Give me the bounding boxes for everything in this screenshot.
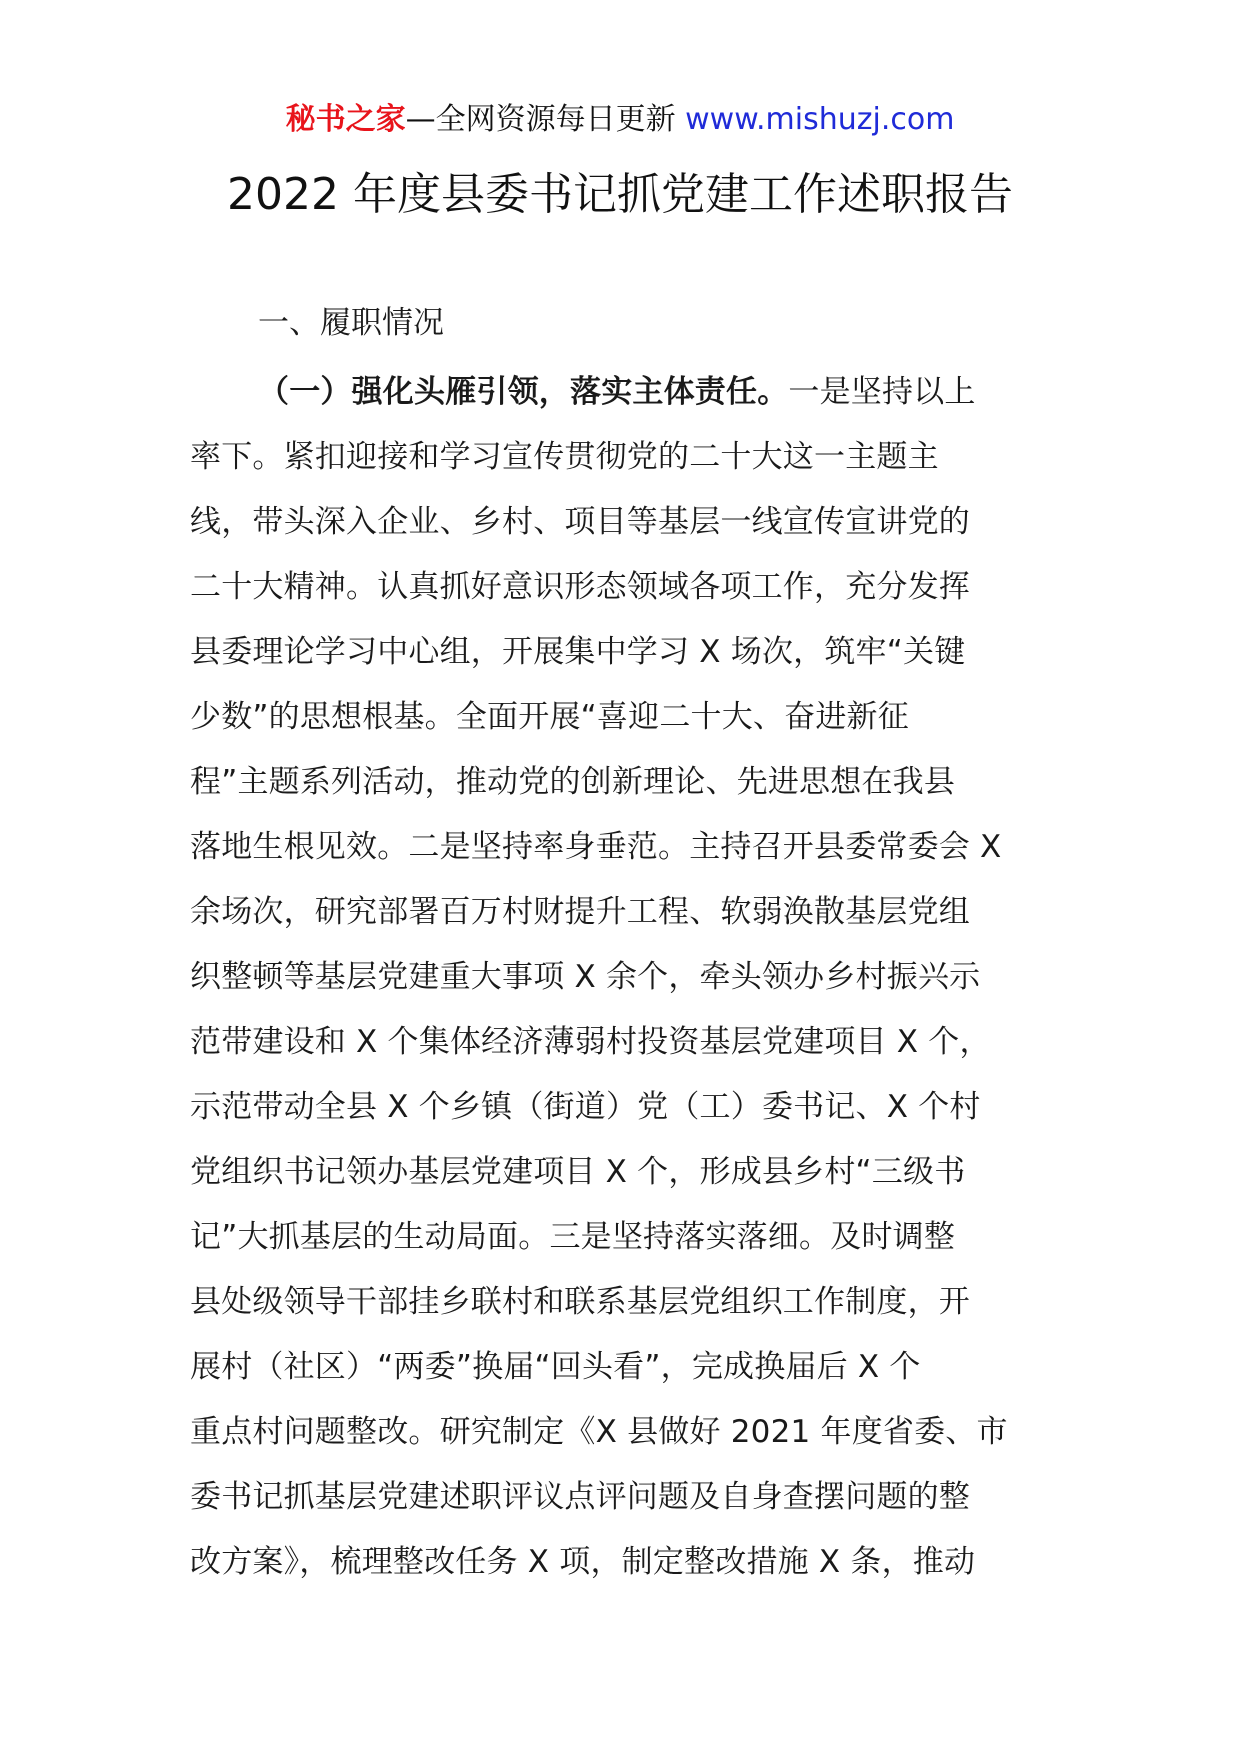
paragraph [190, 360, 1060, 1595]
paragraph-line: 余场次，研究部署百万村财提升工程、软弱涣散基层党组 [190, 894, 970, 930]
paragraph-line: 少数”的思想根基。全面开展“喜迎二十大、奋进新征 [190, 699, 909, 735]
first-line-text: 一是坚持以上 [788, 374, 976, 410]
paragraph-line: 程”主题系列活动，推动党的创新理论、先进思想在我县 [190, 764, 956, 800]
paragraph-line: 记”大抓基层的生动局面。三是坚持落实落细。及时调整 [190, 1219, 956, 1255]
paragraph-line: 县处级领导干部挂乡联村和联系基层党组织工作制度，开 [190, 1284, 970, 1320]
paragraph-line: 率下。紧扣迎接和学习宣传贯彻党的二十大这一主题主 [190, 439, 939, 475]
paragraph-first-line [190, 360, 1060, 425]
paragraph-line: 委书记抓基层党建述职评议点评问题及自身查摆问题的整 [190, 1479, 970, 1515]
brand-name: 秘书之家 [285, 102, 406, 137]
subsection-heading: （一）强化头雁引领，落实主体责任。 [258, 374, 789, 410]
paragraph-line: 示范带动全县 X 个乡镇（街道）党（工）委书记、X 个村 [190, 1089, 981, 1125]
section-heading: 一、履职情况 [258, 305, 444, 341]
paragraph-line: 二十大精神。认真抓好意识形态领域各项工作，充分发挥 [190, 569, 970, 605]
header-tagline: —全网资源每日更新 [405, 102, 686, 137]
site-url-link[interactable]: www.mishuzj.com [685, 102, 955, 137]
document-title: 2022 年度县委书记抓党建工作述职报告 [227, 169, 1013, 220]
paragraph-line: 县委理论学习中心组，开展集中学习 X 场次，筑牢“关键 [190, 634, 966, 670]
paragraph-line: 展村（社区）“两委”换届“回头看”，完成换届后 X 个 [190, 1349, 921, 1385]
paragraph-line: 重点村问题整改。研究制定《X 县做好 2021 年度省委、市 [190, 1414, 1008, 1450]
paragraph-line: 织整顿等基层党建重大事项 X 余个，牵头领办乡村振兴示 [190, 959, 981, 995]
paragraph-line: 线，带头深入企业、乡村、项目等基层一线宣传宣讲党的 [190, 504, 970, 540]
paragraph-line: 改方案》，梳理整改任务 X 项，制定整改措施 X 条，推动 [190, 1544, 976, 1580]
paragraph-line: 党组织书记领办基层党建项目 X 个，形成县乡村“三级书 [190, 1154, 966, 1190]
site-header [0, 100, 1240, 140]
paragraph-line: 范带建设和 X 个集体经济薄弱村投资基层党建项目 X 个， [190, 1024, 991, 1060]
paragraph-line: 落地生根见效。二是坚持率身垂范。主持召开县委常委会 X [190, 829, 1002, 865]
